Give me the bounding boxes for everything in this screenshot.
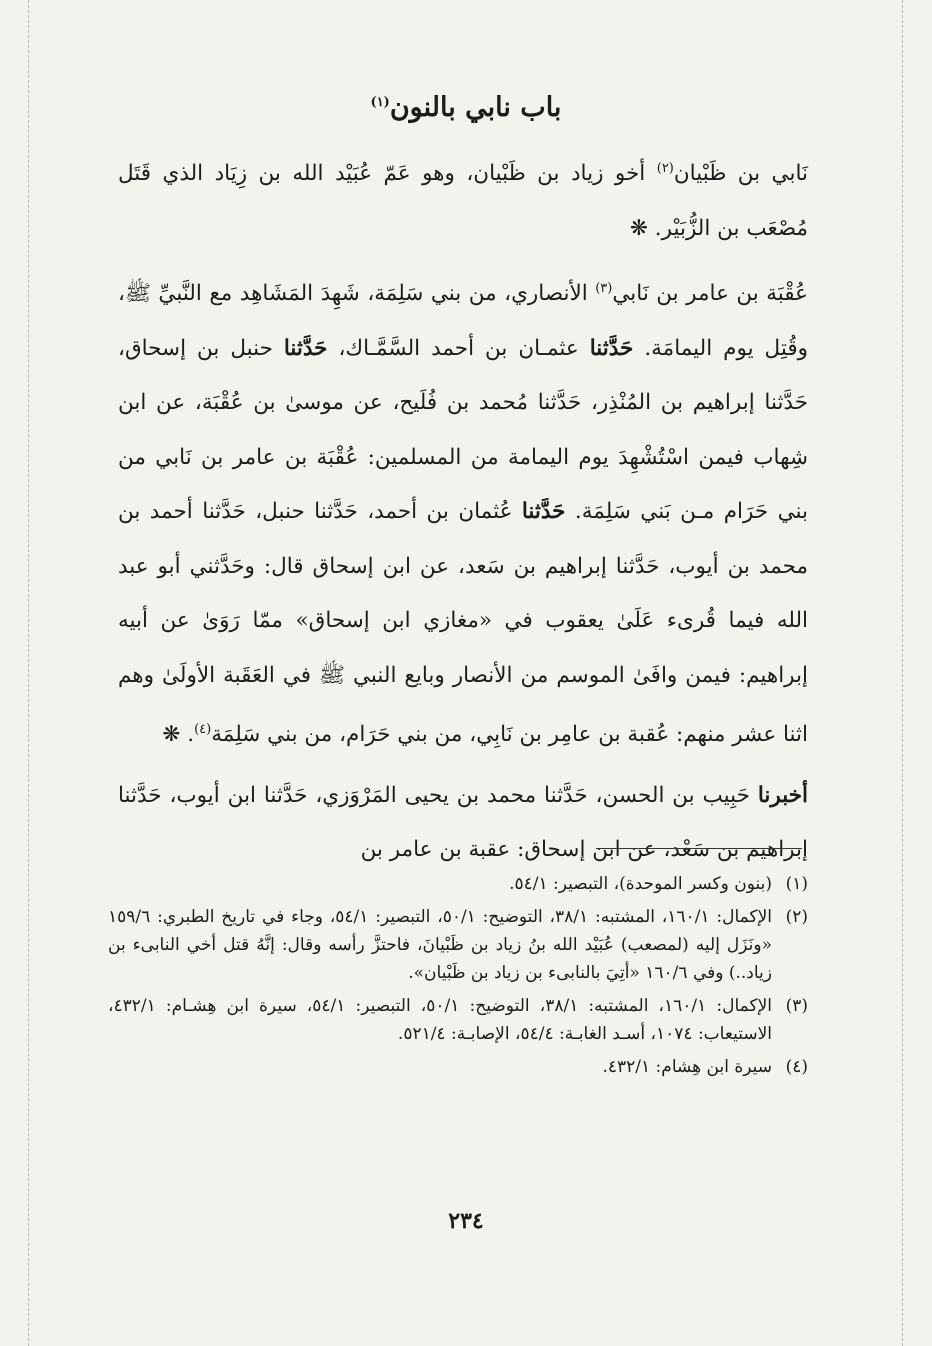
footnote-number: (٣) [785, 996, 808, 1016]
footnote-number: (٢) [785, 907, 808, 927]
footnote [108, 992, 808, 1048]
page-number: ٢٣٤ [448, 1208, 484, 1234]
footnote-text: سيرة ابن هِشام: ٤٣٢/١. [602, 1057, 772, 1077]
paragraph [118, 142, 808, 256]
footnote [108, 1053, 808, 1081]
bold-phrase: حَدَّثنا [521, 499, 566, 525]
footnote-ref: (٢) [656, 161, 674, 176]
footnote-separator [596, 848, 802, 849]
text-run: . ❋ [162, 722, 195, 748]
footnote-text: (بنون وكسر الموحدة)، التبصير: ٥٤/١. [509, 874, 772, 894]
paragraph [118, 262, 808, 763]
chapter-heading-note-ref: (١) [370, 95, 390, 110]
bold-phrase: أخبرنا [757, 782, 808, 808]
text-run: عثمـان بن أحمد السَّمَّـاك، [327, 335, 590, 361]
text-run: عُثمان بن أحمد، حَدَّثنا حنبل، حَدَّثنا أحمد بن محمد بن أيوب، حَدَّثنا إبراهيم بن سَعد، عن ابن إسحاق قال: وحَدَّثني أبو عبد الله فيما قُرىء عَلَىٰ يعقوب في «مغازي ابن إسحاق» ممّا رَوَىٰ عن أبيه إبراهيم: فيمن وافَىٰ الموسم من الأنصار وبايع النبي ﷺ في العَقَبة الأولَىٰ وهم اثنا عشر منهم: عُقبة بن عامِر بن نَابِي، من بني حَرَام، من بني سَلِمَة [118, 499, 808, 748]
footnote-number: (١) [785, 874, 808, 894]
bold-phrase: حَدَّثنا [283, 335, 328, 361]
footnote-text: الإكمال: ١٦٠/١، المشتبه: ٣٨/١، التوضيح: ٥٠/١، التبصير: ٥٤/١، سيرة ابن هِشـام: ٤٣٢/١، الاستيعاب: ١٠٧٤، أسـد الغابـة: ٥٤/٤، الإصابـة: ٥٢١/٤. [108, 996, 773, 1044]
footnotes [108, 870, 808, 1086]
footnote [108, 870, 808, 898]
chapter-heading [0, 92, 932, 123]
text-run: عُقْبَة بن عامر بن نَابي [612, 281, 808, 307]
footnote-ref: (٣) [595, 281, 613, 297]
text-run: حنبل بن إسحاق، حَدَّثنا إبراهيم بن المُنْذِر، حَدَّثنا مُحمد بن فُلَيح، عن موسىٰ بن عُقْبَة، عن ابن شِهاب فيمن اسْتُشْهِدَ يوم اليمامة من المسلمين: عُقْبَة بن عامر بن نَابي من بني حَرَام مـن بَني سَلِمَة. [118, 335, 808, 525]
paragraph [118, 769, 808, 878]
footnote-text: الإكمال: ١٦٠/١، المشتبه: ٣٨/١، التوضيح: ٥٠/١، التبصير: ٥٤/١، وجاء في تاريخ الطبري: ١٥٩/٦ «ونَزَل إليه (لمصعب) عُبَيْد الله بنُ زياد بن ظَبْيانَ، فاحتزَّ رأسه وقال: إنَّهُ قتل أخي النابىء بن زياد..) وفي ١٦٠/٦ «أتِيَ بالنابىء بن زياد بن ظَبْيان». [108, 907, 772, 983]
bold-phrase: حَدَّثنا [589, 335, 634, 361]
chapter-heading-text: باب نابي بالنون [389, 92, 562, 123]
footnote-number: (٤) [785, 1057, 808, 1077]
footnote [108, 903, 808, 987]
main-text [118, 142, 808, 884]
text-run: الأنصاري، من بني سَلِمَة، شَهِدَ المَشَاهِد مع النَّبيِّ ﷺ، وقُتِل يوم اليمامَة. [118, 281, 808, 361]
text-run: أخو زياد بن ظَبْيان، وهو عَمّ عُبَيْد الله بن زِيَاد الذي قَتَل مُصْعَب بن الزُّبَيْر. ❋ [118, 161, 808, 241]
text-run: حَبِيب بن الحسن، حَدَّثنا محمد بن يحيى المَرْوَزي، حَدَّثنا ابن أيوب، حَدَّثنا إبراهيم بن سَعْد، عن ابن إسحاق: عقبة بن عامر بن [118, 782, 808, 863]
footnote-ref: (٤) [194, 722, 212, 738]
text-run: نَابي بن ظَبْيان [673, 161, 808, 187]
